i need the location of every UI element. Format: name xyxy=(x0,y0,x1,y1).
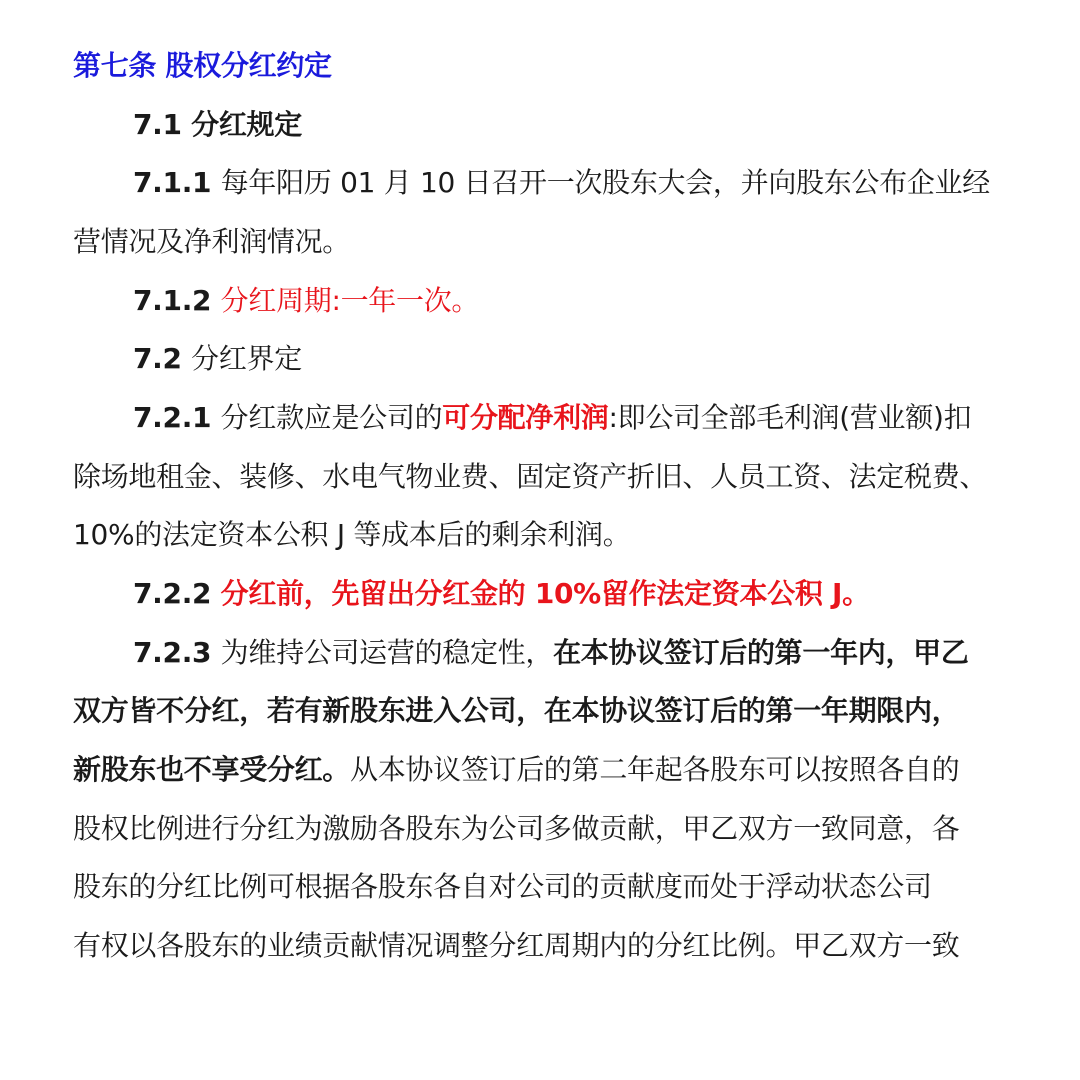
body-text: 每年阳历 01 月 10 日召开一次股东大会，并向股东公布企业经 xyxy=(220,166,990,200)
bold-text: 在本协议签订后的第一年内，甲乙 xyxy=(553,635,969,669)
bold-text: 7.2.1 xyxy=(133,400,221,434)
bold-text: 7.2.2 xyxy=(133,576,221,610)
text-line xyxy=(73,448,1013,507)
section-heading xyxy=(73,37,1013,96)
body-text: 从本协议签订后的第二年起各股东可以按照各自的 xyxy=(350,752,960,786)
body-text: 分红界定 xyxy=(191,342,302,376)
bold-text: 新股东也不享受分红。 xyxy=(73,752,351,786)
text-line xyxy=(73,624,1013,683)
bold-text: 7.2.3 xyxy=(133,635,221,669)
body-text: 股权比例进行分红为激励各股东为公司多做贡献，甲乙双方一致同意，各 xyxy=(73,811,960,845)
text-line xyxy=(73,682,1013,741)
emphasis-text: 分红前，先留出分红金的 10%留作法定资本公积 J。 xyxy=(220,576,870,610)
emphasis-text: 可分配净利润 xyxy=(442,400,609,434)
text-line xyxy=(73,917,1013,976)
text-line xyxy=(73,858,1013,917)
text-line xyxy=(73,741,1013,800)
text-line xyxy=(73,330,1013,389)
heading-text: 第七条 股权分红约定 xyxy=(73,49,332,82)
body-text: 有权以各股东的业绩贡献情况调整分红周期内的分红比例。甲乙双方一致 xyxy=(73,928,960,962)
body-text: 为维持公司运营的稳定性， xyxy=(220,635,554,669)
body-text: 营情况及净利润情况。 xyxy=(73,224,351,258)
body-text: 股东的分红比例可根据各股东各自对公司的贡献度而处于浮动状态公司 xyxy=(73,870,932,904)
text-line xyxy=(73,389,1013,448)
body-text: :即公司全部毛利润(营业额)扣 xyxy=(608,400,972,434)
text-line xyxy=(73,565,1013,624)
text-line xyxy=(73,272,1013,331)
text-line xyxy=(73,213,1013,272)
text-line xyxy=(73,154,1013,213)
bold-text: 双方皆不分红，若有新股东进入公司，在本协议签订后的第一年期限内， xyxy=(73,694,960,728)
body-text: 10%的法定资本公积 J 等成本后的剩余利润。 xyxy=(73,518,631,552)
body-text: 分红款应是公司的 xyxy=(220,400,443,434)
text-line xyxy=(73,506,1013,565)
bold-text: 7.2 xyxy=(133,342,192,376)
emphasis-text: 分红周期:一年一次。 xyxy=(220,283,480,317)
body-text: 除场地租金、装修、水电气物业费、固定资产折旧、人员工资、法定税费、 xyxy=(73,459,988,493)
bold-text: 7.1.1 xyxy=(133,166,221,200)
bold-text: 7.1 分红规定 xyxy=(133,107,302,141)
text-line xyxy=(73,96,1013,155)
text-line xyxy=(73,800,1013,859)
document-body xyxy=(73,37,1013,976)
bold-text: 7.1.2 xyxy=(133,283,221,317)
